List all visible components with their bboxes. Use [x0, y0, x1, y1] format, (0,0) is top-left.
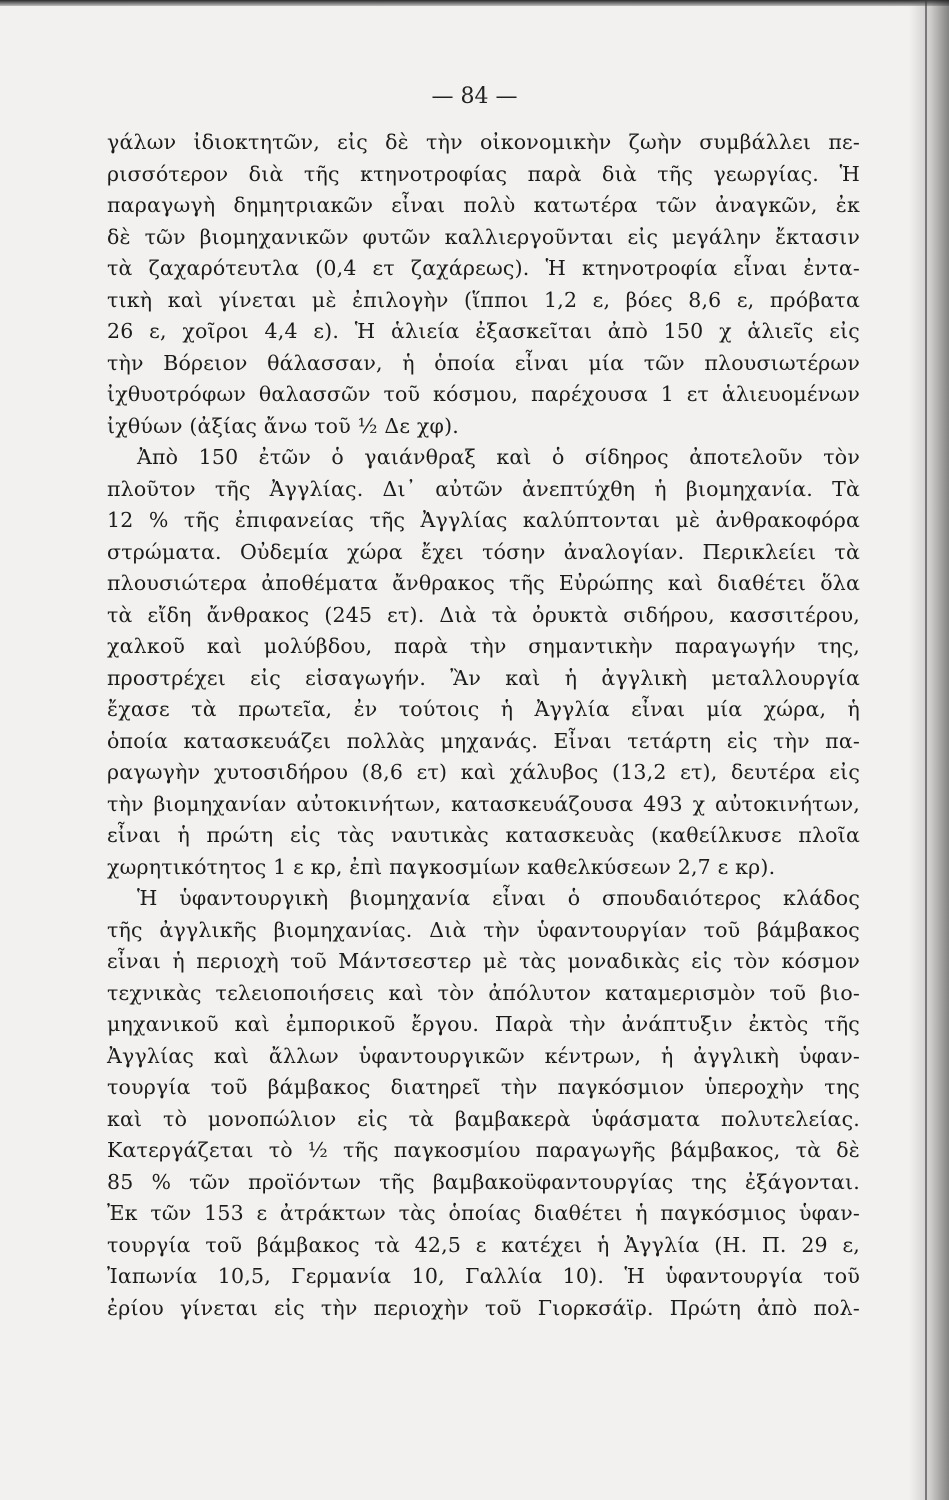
text-line: εἶναι ἡ περιοχὴ τοῦ Μάντσεστερ μὲ τὰς μοναδικὰς εἰς τὸν κόσμον — [107, 949, 860, 973]
text-line: Ἐκ τῶν 153 ε ἀτράκτων τὰς ὁποίας διαθέτει ἡ παγκόσμιος ὑφαν- — [107, 1201, 860, 1225]
text-line: 26 ε, χοῖροι 4,4 ε). Ἡ ἁλιεία ἐξασκεῖται ἀπὸ 150 χ ἁλιεῖς εἰς — [107, 319, 860, 343]
text-line: τὴν Βόρειον θάλασσαν, ἡ ὁποία εἶναι μία τῶν πλουσιωτέρων — [107, 350, 860, 375]
text-line: ραγωγὴν χυτοσιδήρου (8,6 ετ) καὶ χάλυβος (13,2 ετ), δευτέρα εἰς — [107, 760, 860, 784]
text-line: παραγωγὴ δημητριακῶν εἶναι πολὺ κατωτέρα τῶν ἀναγκῶν, ἐκ — [107, 193, 860, 217]
text-line: 85 % τῶν προϊόντων τῆς βαμβακοϋφαντουργίας της ἐξάγονται. — [107, 1169, 860, 1194]
text-line: τὰ εἴδη ἄνθρακος (245 ετ). Διὰ τὰ ὀρυκτὰ σιδήρου, κασσιτέρου, — [107, 602, 860, 627]
text-line: Κατεργάζεται τὸ ½ τῆς παγκοσμίου παραγωγῆς βάμβακος, τὰ δὲ — [107, 1138, 860, 1162]
text-line: εἶναι ἡ πρώτη εἰς τὰς ναυτικὰς κατασκευὰς (καθείλκυσε πλοῖα — [107, 823, 860, 847]
text-line: τουργία τοῦ βάμβακος διατηρεῖ τὴν παγκόσμιον ὑπεροχὴν της — [107, 1075, 860, 1099]
text-line: τὰ ζαχαρότευτλα (0,4 ετ ζαχάρεως). Ἡ κτηνοτροφία εἶναι ἐντα- — [107, 256, 860, 280]
text-line: ἔχασε τὰ πρωτεῖα, ἐν τούτοις ἡ Ἀγγλία εἶναι μία χώρα, ἡ — [107, 697, 860, 721]
text-line: πλοῦτον τῆς Ἀγγλίας. Δι᾽ αὐτῶν ἀνεπτύχθη ἡ βιομηχανία. Τὰ — [107, 476, 860, 501]
text-line: τουργία τοῦ βάμβακος τὰ 42,5 ε κατέχει ἡ Ἀγγλία (Η. Π. 29 ε, — [107, 1232, 860, 1257]
paragraph-start: Ἀπὸ 150 ἐτῶν ὁ γαιάνθραξ καὶ ὁ σίδηρος ἀποτελοῦν τὸν — [137, 445, 860, 469]
text-line: καὶ τὸ μονοπώλιον εἰς τὰ βαμβακερὰ ὑφάσματα πολυτελείας. — [107, 1106, 860, 1131]
text-line: πλουσιώτερα ἀποθέματα ἄνθρακος τῆς Εὐρώπης καὶ διαθέτει ὅλα — [107, 571, 860, 595]
text-line: χαλκοῦ καὶ μολύβδου, παρὰ τὴν σημαντικὴν παραγωγήν της, — [107, 634, 860, 658]
text-line: μηχανικοῦ καὶ ἐμπορικοῦ ἔργου. Παρὰ τὴν ἀνάπτυξιν ἐκτὸς τῆς — [107, 1012, 860, 1036]
body-text — [107, 127, 860, 1324]
text-line: Ἀγγλίας καὶ ἄλλων ὑφαντουργικῶν κέντρων, ἡ ἀγγλικὴ ὑφαν- — [107, 1043, 860, 1068]
text-line: ἰχθύων (ἀξίας ἄνω τοῦ ½ Δε χφ). — [107, 413, 459, 438]
text-line: δὲ τῶν βιομηχανικῶν φυτῶν καλλιεργοῦνται εἰς μεγάλην ἔκτασιν — [107, 224, 860, 249]
text-line: Ἰαπωνία 10,5, Γερμανία 10, Γαλλία 10). Ἡ ὑφαντουργία τοῦ — [107, 1264, 860, 1288]
paragraph-start: Ἡ ὑφαντουργικὴ βιομηχανία εἶναι ὁ σπουδαιότερος κλάδος — [137, 886, 860, 910]
text-line: ὁποία κατασκευάζει πολλὰς μηχανάς. Εἶναι τετάρτη εἰς τὴν πα- — [107, 728, 860, 753]
text-line: ἰχθυοτρόφων θαλασσῶν τοῦ κόσμου, παρέχουσα 1 ετ ἁλιευομένων — [107, 382, 860, 406]
text-line: τικὴ καὶ γίνεται μὲ ἐπιλογὴν (ἵπποι 1,2 ε, βόες 8,6 ε, πρόβατα — [107, 287, 860, 312]
text-line: τεχνικὰς τελειοποιήσεις καὶ τὸν ἀπόλυτον καταμερισμὸν τοῦ βιο- — [107, 980, 860, 1005]
text-line: ἐρίου γίνεται εἰς τὴν περιοχὴν τοῦ Γιορκσάϊρ. Πρώτη ἀπὸ πολ- — [107, 1295, 860, 1320]
text-line: προστρέχει εἰς εἰσαγωγήν. Ἂν καὶ ἡ ἀγγλικὴ μεταλλουργία — [107, 665, 860, 690]
text-line: ρισσότερον διὰ τῆς κτηνοτροφίας παρὰ διὰ τῆς γεωργίας. Ἡ — [107, 161, 860, 186]
page-edge-line — [925, 0, 927, 1500]
page-binding-shadow — [909, 0, 949, 1500]
text-line: τὴν βιομηχανίαν αὐτοκινήτων, κατασκευάζουσα 493 χ αὐτοκινήτων, — [107, 791, 860, 816]
text-line: γάλων ἰδιοκτητῶν, εἰς δὲ τὴν οἰκονομικὴν ζωὴν συμβάλλει πε- — [107, 130, 860, 154]
text-line: τῆς ἀγγλικῆς βιομηχανίας. Διὰ τὴν ὑφαντουργίαν τοῦ βάμβακος — [107, 917, 860, 942]
text-line: χωρητικότητος 1 ε κρ, ἐπὶ παγκοσμίων καθελκύσεων 2,7 ε κρ). — [107, 854, 776, 879]
page-top-shadow — [0, 0, 949, 6]
page-number: — 84 — — [431, 84, 518, 109]
text-line: 12 % τῆς ἐπιφανείας τῆς Ἀγγλίας καλύπτονται μὲ ἀνθρακοφόρα — [107, 508, 860, 532]
text-line: στρώματα. Οὐδεμία χώρα ἔχει τόσην ἀναλογίαν. Περικλείει τὰ — [107, 539, 860, 564]
